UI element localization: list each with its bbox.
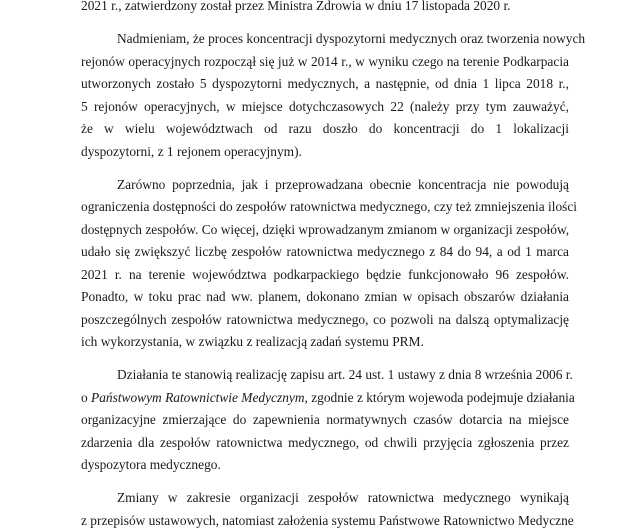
text-line: ich wykorzystania, w związku z realizacją zadań systemu PRM. bbox=[81, 334, 424, 350]
text-line: dyspozytorni, z 1 rejonem operacyjnym). bbox=[81, 143, 302, 159]
text-line: Zmiany w zakresie organizacji zespołów ratownictwa medycznego wynikają bbox=[117, 490, 569, 506]
paragraph bbox=[81, 364, 575, 477]
text-line: Zarówno poprzednia, jak i przeprowadzana obecnie koncentracja nie powodują bbox=[117, 176, 569, 192]
text-fragment: , zgodnie z którym wojewoda podejmuje działania bbox=[304, 389, 575, 405]
paragraph-gap bbox=[81, 163, 569, 174]
text-line: Działania te stanowią realizację zapisu art. 24 ust. 1 ustawy z dnia 8 września 2006 r. bbox=[117, 367, 573, 383]
paragraph bbox=[81, 174, 578, 354]
document-body bbox=[81, 0, 586, 532]
text-line: dostępnych zespołów. Co więcej, dzięki wprowadzanym zmianom w organizacji zespołów, bbox=[81, 221, 570, 237]
text-line bbox=[81, 387, 575, 410]
text-line: z przepisów ustawowych, natomiast założenia systemu Państwowe Ratownictwo Medyczne bbox=[81, 512, 574, 528]
paragraph-gap bbox=[81, 477, 569, 488]
text-line: 5 rejonów operacyjnych, w miejsce dotychczasowych 22 (należy przy tym zauważyć, bbox=[81, 98, 569, 114]
text-line: ograniczenia dostępności do zespołów ratownictwa medycznego, czy też zmniejszenia ilości bbox=[81, 199, 578, 215]
text-line: udało się zwiększyć liczbę zespołów ratownictwa medycznego z 84 do 94, a od 1 marca bbox=[81, 244, 569, 260]
text-line: dyspozytora medycznego. bbox=[81, 457, 221, 473]
text-line: rejonów operacyjnych rozpoczął się już w 2014 r., w wyniku czego na terenie Podkarpacia bbox=[81, 53, 569, 69]
text-line: organizacyjne zmierzające do zapewnienia normatywnych czasów dotarcia na miejsce bbox=[81, 412, 569, 428]
text-line: 2021 r. na terenie województwa podkarpackiego będzie funkcjonowało 96 zespołów. bbox=[81, 266, 569, 282]
paragraph-gap bbox=[81, 354, 569, 365]
act-title-italic: Państwowym Ratownictwie Medycznym bbox=[91, 389, 305, 405]
text-line: Nadmieniam, że proces koncentracji dyspozytorni medycznych oraz tworzenia nowych bbox=[117, 31, 586, 47]
text-fragment: o bbox=[81, 389, 92, 405]
paragraph bbox=[81, 28, 586, 163]
text-line: utworzonych zostało 5 dyspozytorni medycznych, a następnie, od dnia 1 lipca 2018 r., bbox=[81, 76, 569, 92]
paragraph bbox=[81, 487, 574, 532]
text-line: Ponadto, w toku prac nad ww. planem, dokonano zmian w opisach obszarów działania bbox=[81, 289, 569, 305]
paragraph-gap bbox=[81, 18, 569, 29]
text-line: 2021 r., zatwierdzony został przez Ministra Zdrowia w dniu 17 listopada 2020 r. bbox=[81, 0, 511, 13]
text-line: zdarzenia dla zespołów ratownictwa medycznego, od chwili przyjęcia zgłoszenia przez bbox=[81, 434, 569, 450]
text-line: że w wielu województwach od razu doszło do koncentracji do 1 lokalizacji bbox=[81, 121, 569, 137]
text-line: poszczególnych zespołów ratownictwa medycznego, co pozwoli na dalszą optymalizację bbox=[81, 311, 569, 327]
paragraph bbox=[81, 0, 569, 18]
